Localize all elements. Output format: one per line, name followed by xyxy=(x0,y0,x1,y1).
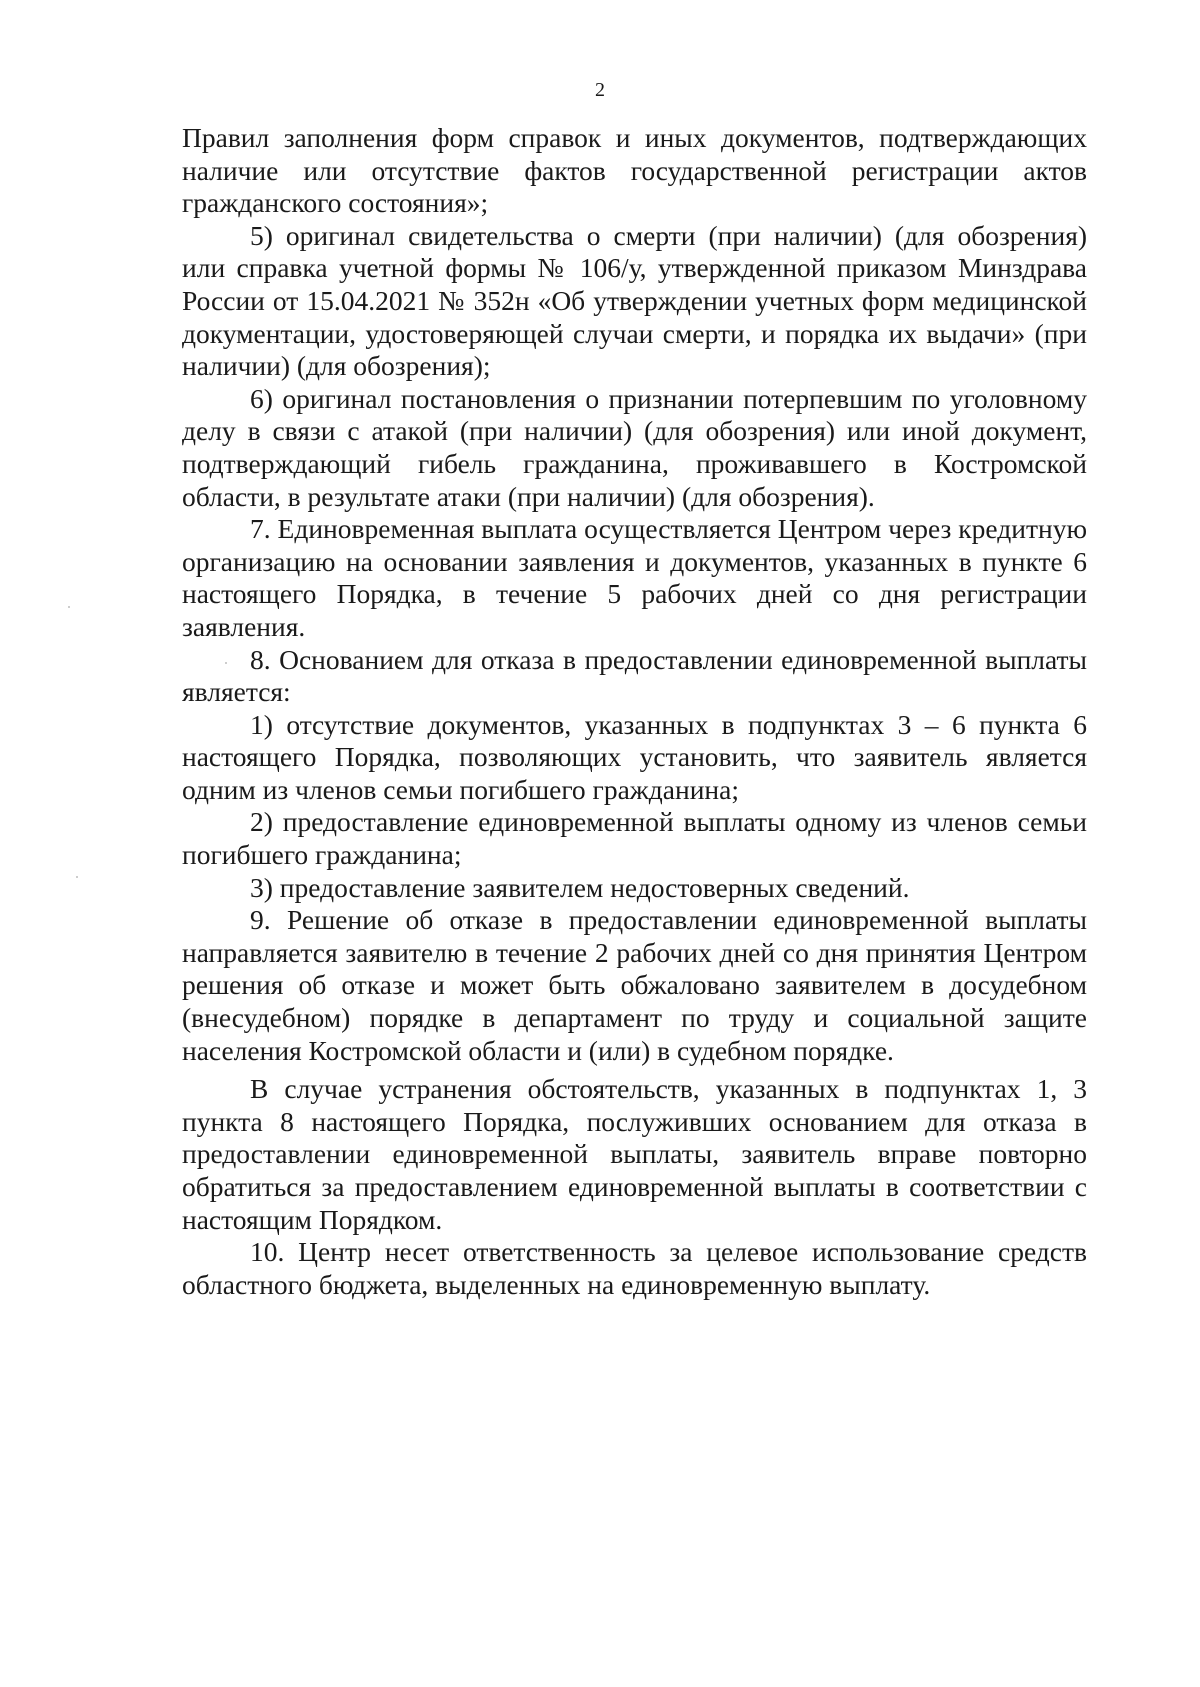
paragraph-item-9-continued: В случае устранения обстоятельств, указанных в подпунктах 1, 3 пункта 8 настоящего Порядка, послуживших основанием для отказа в предоставлении единовременной выплаты, заявитель вправе повторно обратиться за предоставлением единовременной выплаты в соответствии с настоящим Порядком. xyxy=(182,1073,1087,1235)
paragraph-subitem-5: 5) оригинал свидетельства о смерти (при наличии) (для обозрения) или справка учетной формы № 106/у, утвержденной приказом Минздрава России от 15.04.2021 № 352н «Об утверждении учетных форм медицинской документации, удостоверяющей случаи смерти, и порядка их выдачи» (при наличии) (для обозрения); xyxy=(182,219,1087,382)
paragraph-refusal-reason-2: 2) предоставление единовременной выплаты одному из членов семьи погибшего гражданина; xyxy=(182,806,1087,871)
page-number: 2 xyxy=(595,79,605,101)
paragraph-item-8: 8. Основанием для отказа в предоставлении единовременной выплаты является: xyxy=(182,643,1087,708)
document-body xyxy=(182,122,1087,1301)
paragraph-refusal-reason-3: 3) предоставление заявителем недостоверных сведений. xyxy=(250,871,910,903)
paragraph-item-9: 9. Решение об отказе в предоставлении единовременной выплаты направляется заявителю в течение 2 рабочих дней со дня принятия Центром решения об отказе и может быть обжаловано заявителем в досудебном (внесудебном) порядке в департамент по труду и социальной защите населения Костромской области и (или) в судебном порядке. xyxy=(182,904,1087,1066)
paragraph-subitem-6: 6) оригинал постановления о признании потерпевшим по уголовному делу в связи с атакой (при наличии) (для обозрения) или иной документ, подтверждающий гибель гражданина, проживавшего в Костромской области, в результате атаки (при наличии) (для обозрения). xyxy=(182,382,1087,512)
scan-artifact xyxy=(76,876,78,878)
paragraph-refusal-reason-1: 1) отсутствие документов, указанных в подпунктах 3 – 6 пункта 6 настоящего Порядка, позволяющих установить, что заявитель является одним из членов семьи погибшего гражданина; xyxy=(182,708,1087,805)
scan-artifact xyxy=(68,606,70,608)
scan-artifact xyxy=(225,662,227,664)
paragraph-continuation: Правил заполнения форм справок и иных документов, подтверждающих наличие или отсутствие фактов государственной регистрации актов гражданского состояния»; xyxy=(182,122,1087,219)
paragraph-item-10: 10. Центр несет ответственность за целевое использование средств областного бюджета, выделенных на единовременную выплату. xyxy=(182,1236,1087,1300)
paragraph-item-7: 7. Единовременная выплата осуществляется Центром через кредитную организацию на основании заявления и документов, указанных в пункте 6 настоящего Порядка, в течение 5 рабочих дней со дня регистрации заявления. xyxy=(182,513,1087,642)
